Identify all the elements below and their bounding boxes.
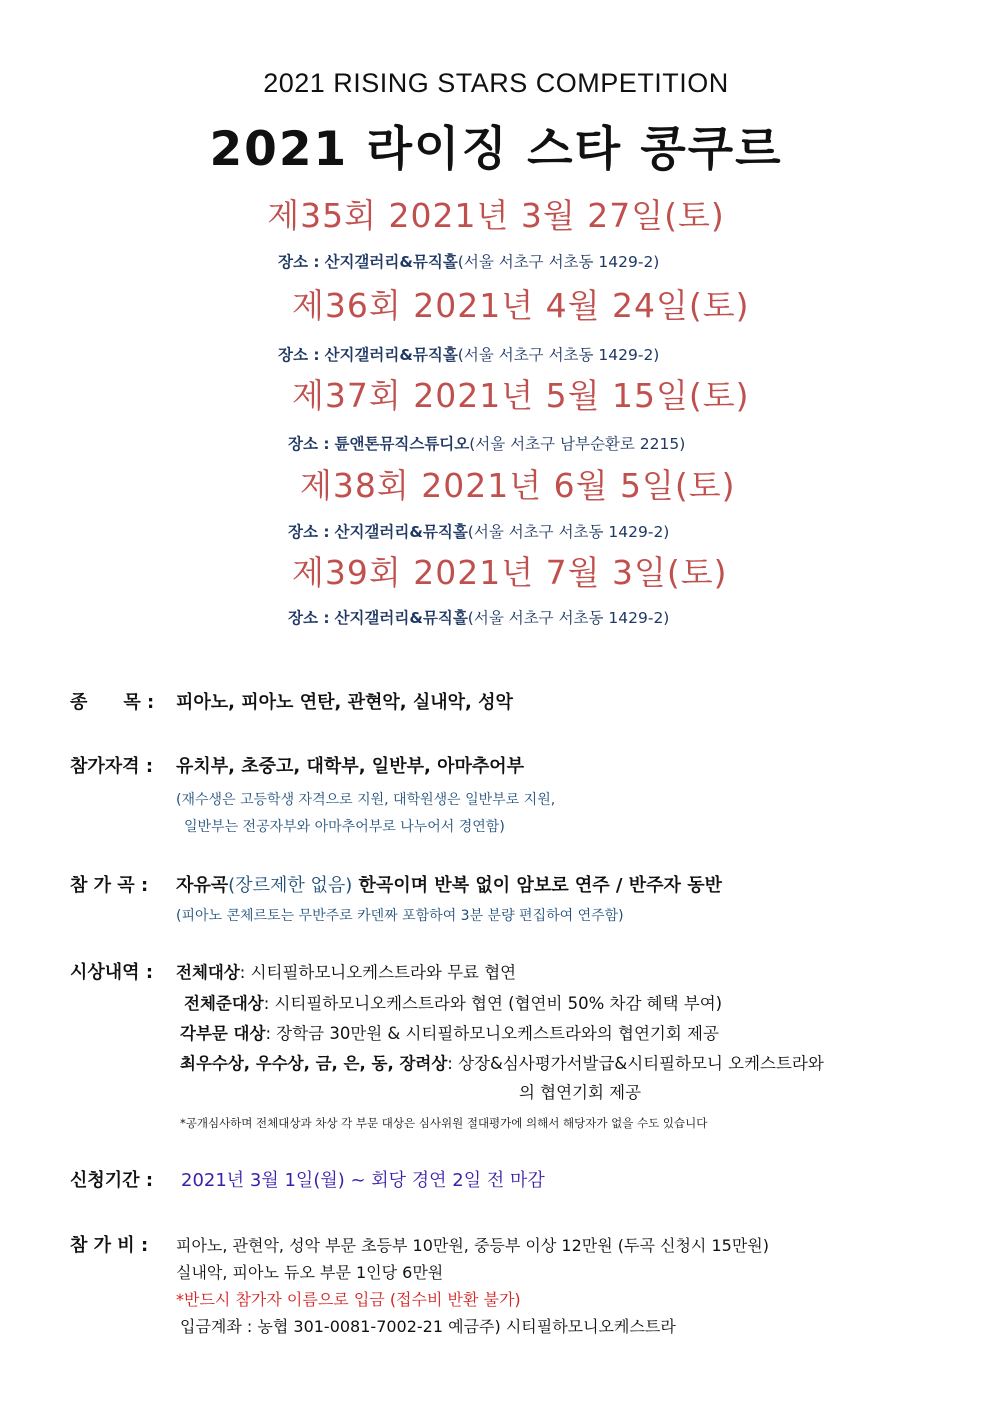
repertoire-rules: 한곡이며 반복 없이 암보로 연주 / 반주자 동반 xyxy=(352,875,722,896)
session-39-title: 제39회 2021년 7월 3일(토) xyxy=(292,553,728,592)
venue-name: 튠앤톤뮤직스튜디오 xyxy=(334,435,470,453)
title-english-year: 2021 xyxy=(263,68,326,98)
venue-name: 산지갤러리&뮤직홀 xyxy=(334,609,468,627)
eligibility-label: 참가자격 : xyxy=(70,756,154,777)
award-name: 전체준대상 xyxy=(184,994,264,1013)
award-name: 전체대상 xyxy=(176,963,240,982)
eligibility-note-1: (재수생은 고등학생 자격으로 지원, 대학원생은 일반부로 지원, xyxy=(176,792,556,808)
venue-address: (서울 서초구 남부순환로 2215) xyxy=(469,435,686,453)
session-37-venue xyxy=(288,432,685,454)
repertoire-label: 참 가 곡 : xyxy=(70,875,149,896)
session-38-venue xyxy=(288,520,669,542)
award-desc: : 시티필하모니오케스트라와 협연 (협연비 50% 차감 혜택 부여) xyxy=(263,994,723,1013)
awards-fineprint: *공개심사하며 전체대상과 차상 각 부문 대상은 심사위원 절대평가에 의해서 해당자가 없을 수도 있습니다 xyxy=(180,1116,708,1130)
venue-address: (서울 서초구 서초동 1429-2) xyxy=(457,253,660,271)
repertoire-value xyxy=(176,871,722,897)
session-38-title: 제38회 2021년 6월 5일(토) xyxy=(300,466,736,505)
award-division-grand-prize xyxy=(180,1020,719,1044)
category-label: 종 목 : xyxy=(70,692,155,713)
award-other-prizes-cont: 의 협연기회 제공 xyxy=(519,1083,642,1102)
venue-name: 산지갤러리&뮤직홀 xyxy=(334,523,468,541)
fee-warning: *반드시 참가자 이름으로 입금 (접수비 반환 불가) xyxy=(176,1290,521,1309)
title-english-text: RISING STARS COMPETITION xyxy=(333,68,729,98)
eligibility-note-2: 일반부는 전공자부와 아마추어부로 나누어서 경연함) xyxy=(184,819,505,835)
repertoire-genre-note: (장르제한 없음) xyxy=(228,875,353,896)
period-value: 2021년 3월 1일(월) ~ 회당 경연 2일 전 마감 xyxy=(181,1170,545,1191)
session-36-venue xyxy=(278,343,659,365)
award-name: 각부문 대상 xyxy=(180,1024,266,1043)
fee-line-2: 실내악, 피아노 듀오 부문 1인당 6만원 xyxy=(176,1263,444,1282)
period-label: 신청기간 : xyxy=(70,1170,154,1191)
fee-line-1: 피아노, 관현악, 성악 부문 초등부 10만원, 중등부 이상 12만원 (두곡 신청시 15만원) xyxy=(176,1236,769,1255)
title-korean: 2021 라이징 스타 콩쿠르 xyxy=(209,122,783,177)
award-name: 최우수상, 우수상, 금, 은, 동, 장려상 xyxy=(180,1054,448,1073)
venue-name: 산지갤러리&뮤직홀 xyxy=(324,253,458,271)
category-value: 피아노, 피아노 연탄, 관현악, 실내악, 성악 xyxy=(176,692,513,713)
award-other-prizes xyxy=(180,1050,824,1074)
session-39-venue xyxy=(288,606,669,628)
session-35-venue xyxy=(278,250,659,272)
venue-address: (서울 서초구 서초동 1429-2) xyxy=(457,346,660,364)
venue-label: 장소 : xyxy=(278,346,320,364)
award-desc: : 시티필하모니오케스트라와 무료 협연 xyxy=(239,963,517,982)
awards-label: 시상내역 : xyxy=(70,962,154,983)
award-second-grand-prize xyxy=(184,990,722,1014)
venue-label: 장소 : xyxy=(288,435,330,453)
venue-address: (서울 서초구 서초동 1429-2) xyxy=(467,609,670,627)
repertoire-free-piece: 자유곡 xyxy=(176,875,229,896)
eligibility-value: 유치부, 초중고, 대학부, 일반부, 아마추어부 xyxy=(176,756,525,777)
venue-address: (서울 서초구 서초동 1429-2) xyxy=(467,523,670,541)
venue-name: 산지갤러리&뮤직홀 xyxy=(324,346,458,364)
award-desc: : 장학금 30만원 & 시티필하모니오케스트라와의 협연기회 제공 xyxy=(265,1024,719,1043)
fee-label: 참 가 비 : xyxy=(70,1235,149,1256)
award-desc: : 상장&심사평가서발급&시티필하모니 오케스트라와 xyxy=(447,1054,824,1073)
venue-label: 장소 : xyxy=(288,523,330,541)
session-36-title: 제36회 2021년 4월 24일(토) xyxy=(292,286,750,325)
session-37-title: 제37회 2021년 5월 15일(토) xyxy=(292,376,750,415)
session-35-title: 제35회 2021년 3월 27일(토) xyxy=(267,196,725,235)
fee-bank-account: 입금계좌 : 농협 301-0081-7002-21 예금주) 시티필하모니오케스트라 xyxy=(180,1317,676,1336)
repertoire-note: (피아노 콘체르토는 무반주로 카덴짜 포함하여 3분 분량 편집하여 연주함) xyxy=(176,908,624,924)
venue-label: 장소 : xyxy=(278,253,320,271)
award-grand-prize xyxy=(176,959,516,983)
title-english xyxy=(0,68,992,99)
venue-label: 장소 : xyxy=(288,609,330,627)
